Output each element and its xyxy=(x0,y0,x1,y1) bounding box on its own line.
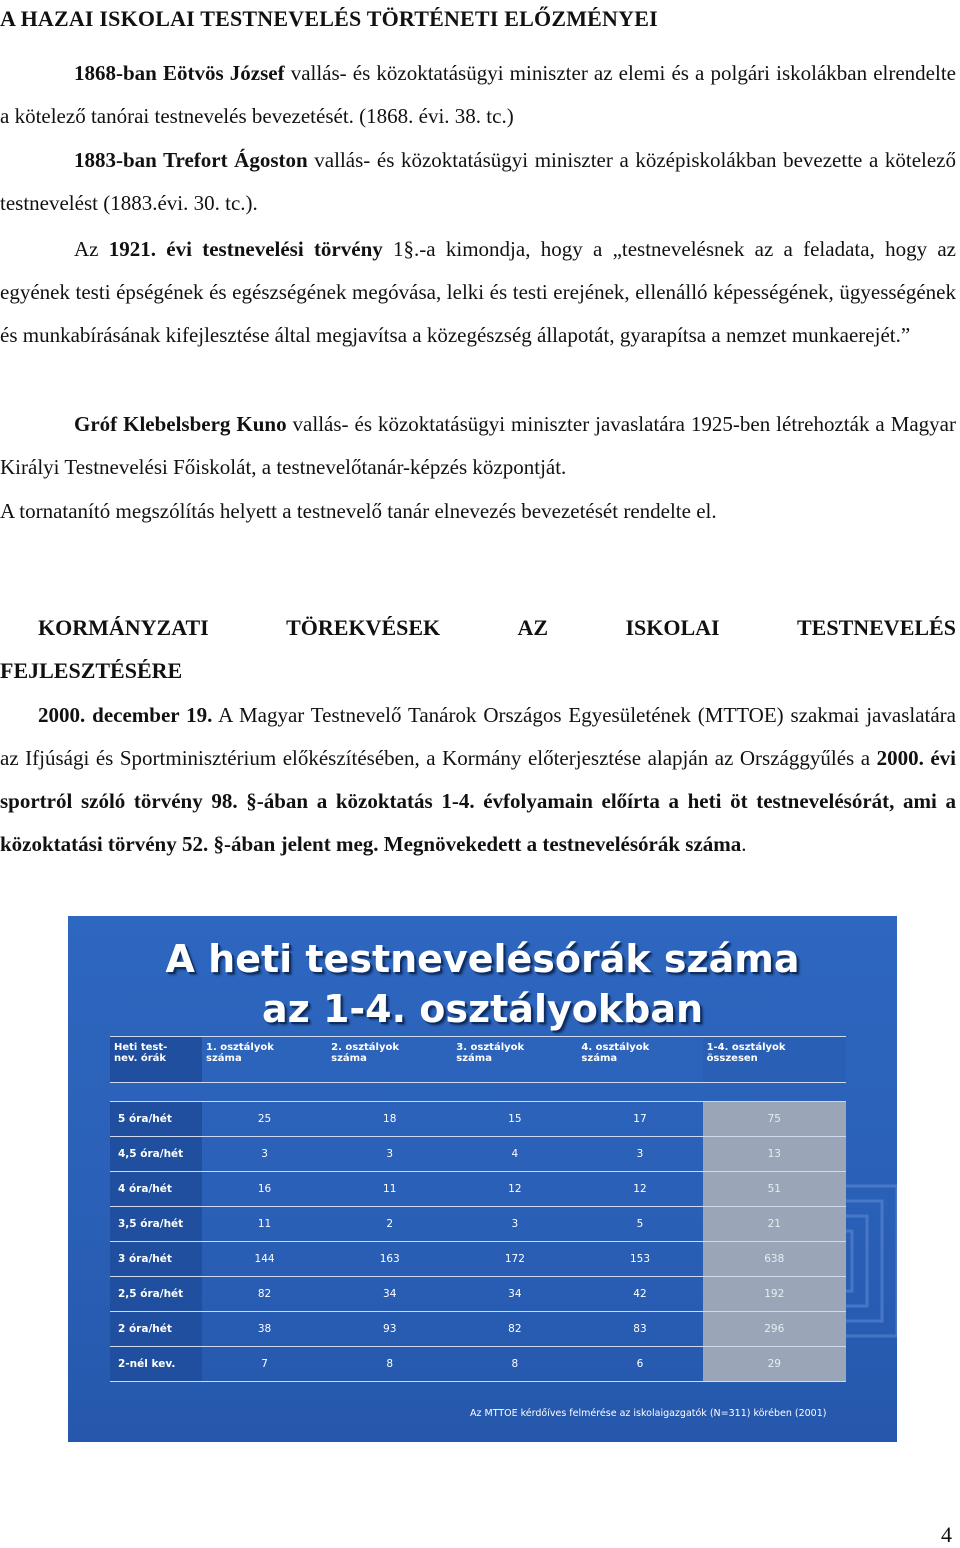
table-cell: 18 xyxy=(327,1102,452,1137)
section-heading-line2: FEJLESZTÉSÉRE xyxy=(0,658,183,683)
table-cell: 153 xyxy=(577,1242,702,1277)
table-cell: 15 xyxy=(452,1102,577,1137)
table-cell: 5 xyxy=(577,1207,702,1242)
table-cell: 82 xyxy=(452,1312,577,1347)
table-total-cell: 296 xyxy=(703,1312,846,1347)
paragraph-2000-bold2: 2000. évi sportról szóló törvény 98. §-ában a közoktatás 1-4. évfolyamain előírta a heti öt testnevelésórát, ami a közoktatási törvény 52. §-ában jelent meg. Megnövekedett a testnevelésórák száma xyxy=(0,746,956,856)
table-cell: 11 xyxy=(327,1172,452,1207)
slide-source-note: Az MTTOE kérdőíves felmérése az iskolaigazgatók (N=311) körében (2001) xyxy=(470,1408,827,1419)
paragraph-eotvos xyxy=(0,52,956,138)
table-row-label: 3 óra/hét xyxy=(110,1242,202,1277)
paragraph-klebelsberg-text: vallás- és közoktatásügyi miniszter javaslatára 1925-ben létrehozták a Magyar Királyi Testnevelési Főiskolát, a testnevelőtanár-képzés központját. xyxy=(0,412,956,479)
table-row xyxy=(110,1207,846,1242)
table-row-label: 3,5 óra/hét xyxy=(110,1207,202,1242)
slide-title-line1: A heti testnevelésórák száma xyxy=(165,937,800,981)
table-row xyxy=(110,1102,846,1137)
section-heading-word: ISKOLAI xyxy=(625,615,720,640)
table-cell: 6 xyxy=(577,1347,702,1382)
paragraph-2000-law xyxy=(0,694,956,866)
paragraph-klebelsberg xyxy=(0,403,956,489)
slide-title-line2: az 1-4. osztályokban xyxy=(261,987,704,1031)
table-cell: 11 xyxy=(202,1207,327,1242)
table-spacer-row xyxy=(110,1083,846,1102)
paragraph-trefort-bold: 1883-ban Trefort Ágoston xyxy=(74,148,308,172)
paragraph-1921-text: 1§.-a kimondja, hogy a „testnevelésnek az a feladata, hogy az egyének testi épségének és egészségének megóvása, lelki és testi erejének, ellenálló képességének, ügyességének és munkabírásának kifejlesztése által megjavítsa a közegészség állapotát, gyarapítsa a nemzet munkaerejét.” xyxy=(0,237,956,347)
embedded-slide xyxy=(68,916,897,1442)
table-row-label: 2-nél kev. xyxy=(110,1347,202,1382)
table-row xyxy=(110,1277,846,1312)
table-total-cell: 75 xyxy=(703,1102,846,1137)
table-body xyxy=(110,1102,846,1382)
paragraph-1921-bold: 1921. évi testnevelési törvény xyxy=(108,237,383,261)
table-cell: 34 xyxy=(327,1277,452,1312)
table-header-cell: Heti test- nev. órák xyxy=(110,1037,202,1083)
table-cell: 25 xyxy=(202,1102,327,1137)
table-header-cell: 2. osztályok száma xyxy=(327,1037,452,1083)
table-cell: 12 xyxy=(452,1172,577,1207)
table-total-cell: 21 xyxy=(703,1207,846,1242)
table-cell: 42 xyxy=(577,1277,702,1312)
paragraph-2000-text2: . xyxy=(741,832,747,856)
page-number: 4 xyxy=(941,1522,952,1547)
paragraph-2000-text1: A Magyar Testnevelő Tanárok Országos Egyesületének (MTTOE) szakmai javaslatára az Ifjúsági és Sportminisztérium előkészítésében, a Kormány előterjesztése alapján az Országgyűlés a xyxy=(0,703,956,770)
table-row xyxy=(110,1172,846,1207)
table-cell: 4 xyxy=(452,1137,577,1172)
table-cell: 3 xyxy=(327,1137,452,1172)
table-total-cell: 638 xyxy=(703,1242,846,1277)
table-cell: 93 xyxy=(327,1312,452,1347)
section-heading xyxy=(0,606,956,692)
page-title: A HAZAI ISKOLAI TESTNEVELÉS TÖRTÉNETI ELŐZMÉNYEI xyxy=(0,6,658,31)
table-cell: 172 xyxy=(452,1242,577,1277)
table-total-cell: 13 xyxy=(703,1137,846,1172)
paragraph-2000-bold1: 2000. december 19. xyxy=(38,703,213,727)
table-cell: 3 xyxy=(577,1137,702,1172)
paragraph-trefort xyxy=(0,139,956,225)
table-cell: 82 xyxy=(202,1277,327,1312)
section-heading-word: TÖREKVÉSEK xyxy=(286,615,441,640)
paragraph-1921-law xyxy=(0,228,956,357)
slide-title xyxy=(68,934,897,1034)
table-total-cell: 29 xyxy=(703,1347,846,1382)
table-total-cell: 192 xyxy=(703,1277,846,1312)
table-cell: 17 xyxy=(577,1102,702,1137)
paragraph-eotvos-bold: 1868-ban Eötvös József xyxy=(74,61,285,85)
table-cell: 38 xyxy=(202,1312,327,1347)
table-header-cell: 1-4. osztályok összesen xyxy=(703,1037,846,1083)
table-row xyxy=(110,1137,846,1172)
table-cell: 8 xyxy=(327,1347,452,1382)
table-row xyxy=(110,1347,846,1382)
section-heading-word: AZ xyxy=(517,615,549,640)
table-row-label: 4,5 óra/hét xyxy=(110,1137,202,1172)
table-cell: 12 xyxy=(577,1172,702,1207)
table-cell: 163 xyxy=(327,1242,452,1277)
table-cell: 83 xyxy=(577,1312,702,1347)
table-cell: 7 xyxy=(202,1347,327,1382)
table-header-cell: 1. osztályok száma xyxy=(202,1037,327,1083)
paragraph-trefort-text: vallás- és közoktatásügyi miniszter a középiskolákban bevezette a kötelező testnevelést (1883.évi. 30. tc.). xyxy=(0,148,956,215)
table-cell: 2 xyxy=(327,1207,452,1242)
paragraph-eotvos-text: vallás- és közoktatásügyi miniszter az elemi és a polgári iskolákban elrendelte a kötelező tanórai testnevelés bevezetését. (1868. évi. 38. tc.) xyxy=(0,61,956,128)
table-total-cell: 51 xyxy=(703,1172,846,1207)
paragraph-1921-pre: Az xyxy=(74,237,109,261)
table-row xyxy=(110,1242,846,1277)
section-heading-word: KORMÁNYZATI xyxy=(38,615,209,640)
table-cell: 8 xyxy=(452,1347,577,1382)
table-row-label: 4 óra/hét xyxy=(110,1172,202,1207)
table-header-row xyxy=(110,1037,846,1083)
section-heading-word: TESTNEVELÉS xyxy=(796,615,956,640)
table-cell: 16 xyxy=(202,1172,327,1207)
table-row-label: 2 óra/hét xyxy=(110,1312,202,1347)
table-cell: 3 xyxy=(202,1137,327,1172)
table-row-label: 5 óra/hét xyxy=(110,1102,202,1137)
paragraph-tornatanito: A tornatanító megszólítás helyett a testnevelő tanár elnevezés bevezetését rendelte el. xyxy=(0,499,717,523)
table-header-cell: 3. osztályok száma xyxy=(452,1037,577,1083)
table-row-label: 2,5 óra/hét xyxy=(110,1277,202,1312)
table-cell: 144 xyxy=(202,1242,327,1277)
table-cell: 3 xyxy=(452,1207,577,1242)
paragraph-klebelsberg-bold: Gróf Klebelsberg Kuno xyxy=(74,412,287,436)
table-row xyxy=(110,1312,846,1347)
lessons-table xyxy=(110,1036,846,1382)
table-header-cell: 4. osztályok száma xyxy=(577,1037,702,1083)
table-cell: 34 xyxy=(452,1277,577,1312)
